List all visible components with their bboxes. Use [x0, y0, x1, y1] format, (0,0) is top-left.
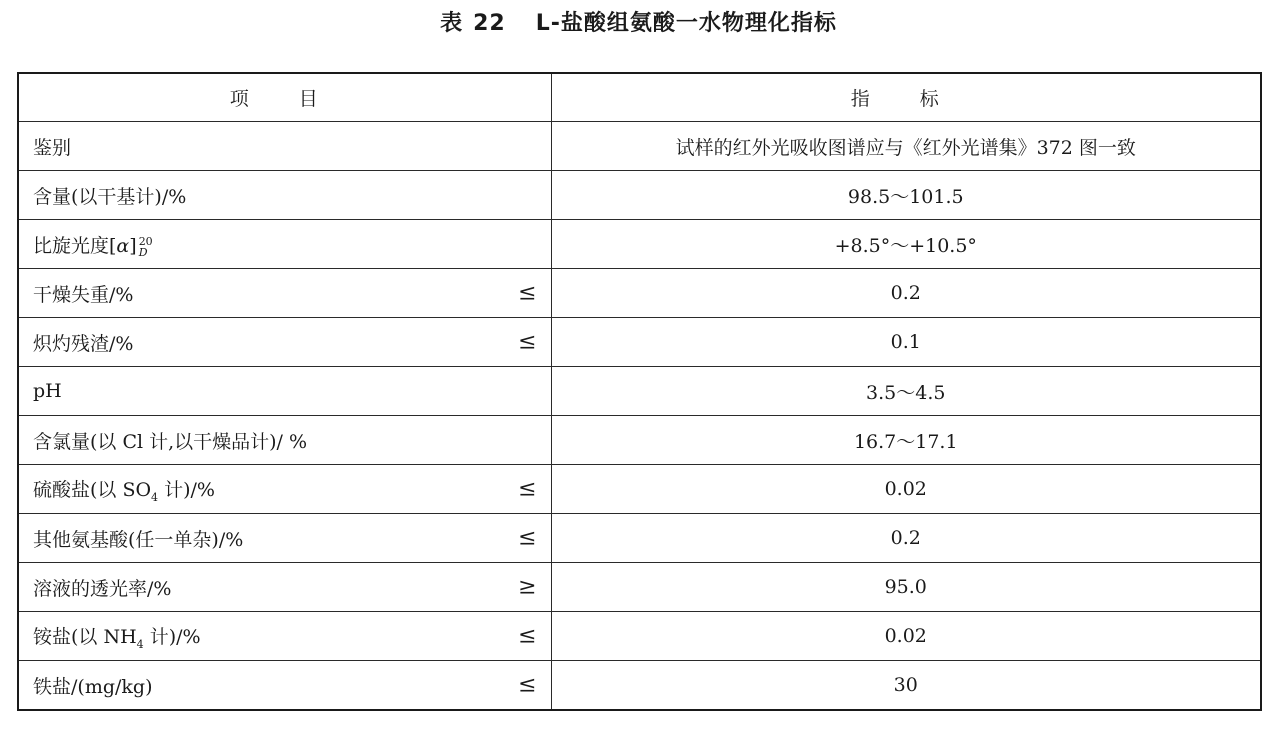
header-item: 项 目 [18, 73, 551, 122]
table-row [18, 171, 1261, 220]
table-row [18, 612, 1261, 661]
row-value: 试样的红外光吸收图谱应与《红外光谱集》372 图一致 [551, 122, 1261, 171]
specification-table [17, 72, 1262, 711]
item-label-suffix: ] [129, 234, 137, 257]
row-item [18, 171, 551, 220]
item-label: 铁盐/(mg/kg) [33, 675, 153, 698]
row-item [18, 465, 551, 514]
comparison-sign: ≤ [518, 280, 537, 306]
table-title [0, 6, 1277, 42]
item-label-prefix: 硫酸盐(以 SO [33, 478, 152, 501]
comparison-sign: ≥ [518, 574, 537, 600]
row-item [18, 220, 551, 269]
comparison-sign: ≤ [518, 476, 537, 502]
item-label-alpha: α [116, 234, 130, 257]
row-item [18, 514, 551, 563]
table-row [18, 416, 1261, 465]
row-value: 0.2 [551, 514, 1261, 563]
table-row [18, 563, 1261, 612]
item-label: 含氯量(以 Cl 计,以干燥品计)/ % [33, 430, 308, 453]
item-label-prefix: 比旋光度[ [33, 234, 117, 257]
table-row [18, 269, 1261, 318]
table-row [18, 318, 1261, 367]
row-value: 3.5～4.5 [551, 367, 1261, 416]
comparison-sign: ≤ [518, 329, 537, 355]
row-item [18, 563, 551, 612]
item-sup-sub [139, 236, 153, 258]
table-header-row [18, 73, 1261, 122]
item-label: 干燥失重/% [33, 283, 134, 306]
item-label: 其他氨基酸(任一单杂)/% [33, 528, 244, 551]
header-value: 指 标 [551, 73, 1261, 122]
row-item [18, 269, 551, 318]
comparison-sign: ≤ [518, 623, 537, 649]
item-label-suffix: 计)/% [143, 625, 201, 648]
table-title-text: L-盐酸组氨酸一水物理化指标 [535, 11, 837, 36]
row-item [18, 661, 551, 711]
item-label: 炽灼残渣/% [33, 332, 134, 355]
table-row [18, 220, 1261, 269]
row-item [18, 318, 551, 367]
item-label: 含量(以干基计)/% [33, 185, 187, 208]
row-value: 95.0 [551, 563, 1261, 612]
row-value: 0.1 [551, 318, 1261, 367]
row-value: 0.2 [551, 269, 1261, 318]
row-value: 0.02 [551, 612, 1261, 661]
item-label: 鉴别 [33, 136, 72, 159]
comparison-sign: ≤ [518, 525, 537, 551]
item-label: 溶液的透光率/% [33, 577, 172, 600]
row-item [18, 612, 551, 661]
table-row [18, 367, 1261, 416]
table-row [18, 465, 1261, 514]
row-item [18, 122, 551, 171]
row-item [18, 367, 551, 416]
table-title-prefix: 表 [440, 11, 464, 36]
row-value: 0.02 [551, 465, 1261, 514]
table-row [18, 122, 1261, 171]
table-number: 22 [473, 11, 506, 36]
item-sub: D [138, 245, 148, 259]
item-sub: 4 [151, 490, 159, 504]
item-sup: 20 [138, 234, 153, 248]
row-value: 98.5～101.5 [551, 171, 1261, 220]
item-label-prefix: 铵盐(以 NH [33, 625, 137, 648]
row-value: 16.7～17.1 [551, 416, 1261, 465]
table-row [18, 514, 1261, 563]
row-value: 30 [551, 661, 1261, 711]
item-sub: 4 [136, 637, 144, 651]
item-label: pH [33, 380, 62, 402]
row-item [18, 416, 551, 465]
table-row [18, 661, 1261, 711]
item-label-suffix: 计)/% [158, 478, 215, 501]
comparison-sign: ≤ [518, 672, 537, 698]
row-value: +8.5°～+10.5° [551, 220, 1261, 269]
